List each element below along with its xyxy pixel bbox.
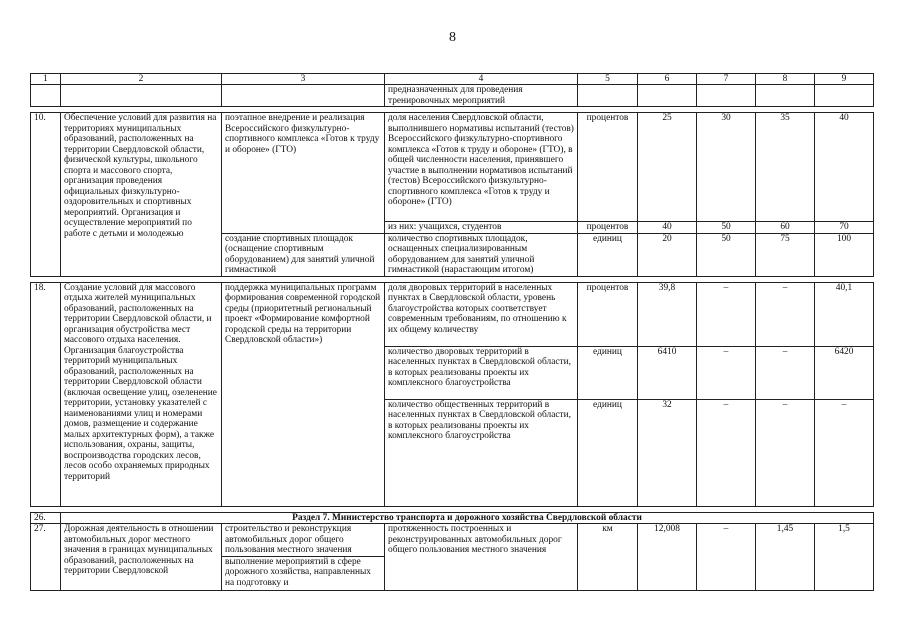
value-cell: 40 <box>815 113 874 222</box>
value-cell: 40,1 <box>815 282 874 346</box>
page-number: 8 <box>449 30 456 45</box>
row-number: 27. <box>31 524 61 591</box>
table-row-27 <box>31 524 874 557</box>
value-cell: 75 <box>756 233 815 276</box>
value-cell: – <box>756 346 815 399</box>
value-cell: 35 <box>756 113 815 222</box>
indicator-text: количество общественных территорий в населенных пунктах в Свердловской области, в которых реализованы проекты их комплексного благоустройства <box>385 399 578 506</box>
indicators-table <box>30 73 874 591</box>
carry-over-text: предназначенных для проведения тренировочных мероприятий <box>385 85 578 107</box>
indicator-text: количество спортивных площадок, оснащенных специализированным оборудованием для занятий уличной гимнастикой (нарастающим итогом) <box>385 233 578 276</box>
activity-description: поэтапное внедрение и реализация Всероссийского физкультурно-спортивного комплекса «Готов к труду и обороне» (ГТО) <box>222 113 385 234</box>
column-number: 5 <box>578 74 638 85</box>
column-number: 8 <box>756 74 815 85</box>
value-cell: 1,45 <box>756 524 815 591</box>
value-cell: 1,5 <box>815 524 874 591</box>
indicator-text: из них: учащихся, студентов <box>385 222 578 234</box>
task-description: Дорожная деятельность в отношении автомобильных дорог местного значения в границах муниципальных образований, расположенных на территории Свердловской <box>61 524 222 591</box>
value-cell: 40 <box>638 222 697 234</box>
table-row-18 <box>31 282 874 346</box>
row-number: 26. <box>31 512 61 524</box>
value-cell: 60 <box>756 222 815 234</box>
value-cell: 6420 <box>815 346 874 399</box>
section-heading: Раздел 7. Министерство транспорта и дорожного хозяйства Свердловской области <box>61 512 874 524</box>
value-cell: 25 <box>638 113 697 222</box>
value-cell: 6410 <box>638 346 697 399</box>
activity-description: создание спортивных площадок (оснащение спортивным оборудованием) для занятий уличной гимнастикой <box>222 233 385 276</box>
indicator-text: доля дворовых территорий в населенных пунктах в Свердловской области, уровень благоустройства которых соответствует современным требованиям, по отношению к их общему количеству <box>385 282 578 346</box>
value-cell: 39,8 <box>638 282 697 346</box>
indicator-text: количество дворовых территорий в населенных пунктах в Свердловской области, в которых реализованы проекты их комплексного благоустройства <box>385 346 578 399</box>
unit-cell: единиц <box>578 346 638 399</box>
value-cell: – <box>697 282 756 346</box>
value-cell: 30 <box>697 113 756 222</box>
row-number: 18. <box>31 282 61 506</box>
value-cell: 32 <box>638 399 697 506</box>
unit-cell: процентов <box>578 113 638 222</box>
unit-cell: км <box>578 524 638 591</box>
value-cell: – <box>756 282 815 346</box>
value-cell: – <box>697 346 756 399</box>
unit-cell: единиц <box>578 233 638 276</box>
value-cell: – <box>815 399 874 506</box>
value-cell: 50 <box>697 233 756 276</box>
column-number: 3 <box>222 74 385 85</box>
value-cell: – <box>756 399 815 506</box>
unit-cell: единиц <box>578 399 638 506</box>
column-number: 1 <box>31 74 61 85</box>
indicator-text: доля населения Свердловской области, выполнившего нормативы испытаний (тестов) Всероссийского физкультурно-спортивного комплекса «Готов к труду и обороне» (ГТО), в общей численности населения, принявшего участие в выполнении нормативов испытаний (тестов) Всероссийского физкультурно-спортивного комплекса «Готов к труду и обороне» (ГТО) <box>385 113 578 222</box>
value-cell: 50 <box>697 222 756 234</box>
value-cell: 70 <box>815 222 874 234</box>
value-cell: 20 <box>638 233 697 276</box>
column-number: 7 <box>697 74 756 85</box>
unit-cell: процентов <box>578 222 638 234</box>
value-cell: 100 <box>815 233 874 276</box>
activity-description: поддержка муниципальных программ формирования современной городской среды (приоритетный региональный проект «Формирование комфортной городской среды на территории Свердловской области») <box>222 282 385 506</box>
activity-description: строительство и реконструкция автомобильных дорог общего пользования местного значения <box>222 524 385 557</box>
value-cell: – <box>697 399 756 506</box>
value-cell: 12,008 <box>638 524 697 591</box>
task-description: Создание условий для массового отдыха жителей муниципальных образований, расположенных на территории Свердловской области, и организация обустройства мест массового отдыха населения. Организация благоустройства территорий муниципальных образований, расположенных на территории Свердловской области (включая освещение улиц, озеленение территории, установку указателей с наименованиями улиц и номерами домов, размещение и содержание малых архитектурных форм), а также использования, охраны, защиты, воспроизводства городских лесов, лесов особо охраняемых природных территорий <box>61 282 222 506</box>
column-number: 2 <box>61 74 222 85</box>
table-row-10 <box>31 113 874 222</box>
column-number-row <box>31 74 874 85</box>
activity-description: выполнение мероприятий в сфере дорожного хозяйства, направленных на подготовку и <box>222 556 385 590</box>
column-number: 9 <box>815 74 874 85</box>
unit-cell: процентов <box>578 282 638 346</box>
table-row-26 <box>31 512 874 524</box>
carry-over-row <box>31 85 874 107</box>
row-number: 10. <box>31 113 61 277</box>
value-cell: – <box>697 524 756 591</box>
column-number: 6 <box>638 74 697 85</box>
column-number: 4 <box>385 74 578 85</box>
indicator-text: протяженность построенных и реконструированных автомобильных дорог общего пользования местного значения <box>385 524 578 591</box>
task-description: Обеспечение условий для развития на территориях муниципальных образований, расположенных на территории Свердловской области, физической культуры, школьного спорта и массового спорта, организация проведения официальных физкультурно-оздоровительных и спортивных мероприятий. Организация и осуществление мероприятий по работе с детьми и молодежью <box>61 113 222 277</box>
